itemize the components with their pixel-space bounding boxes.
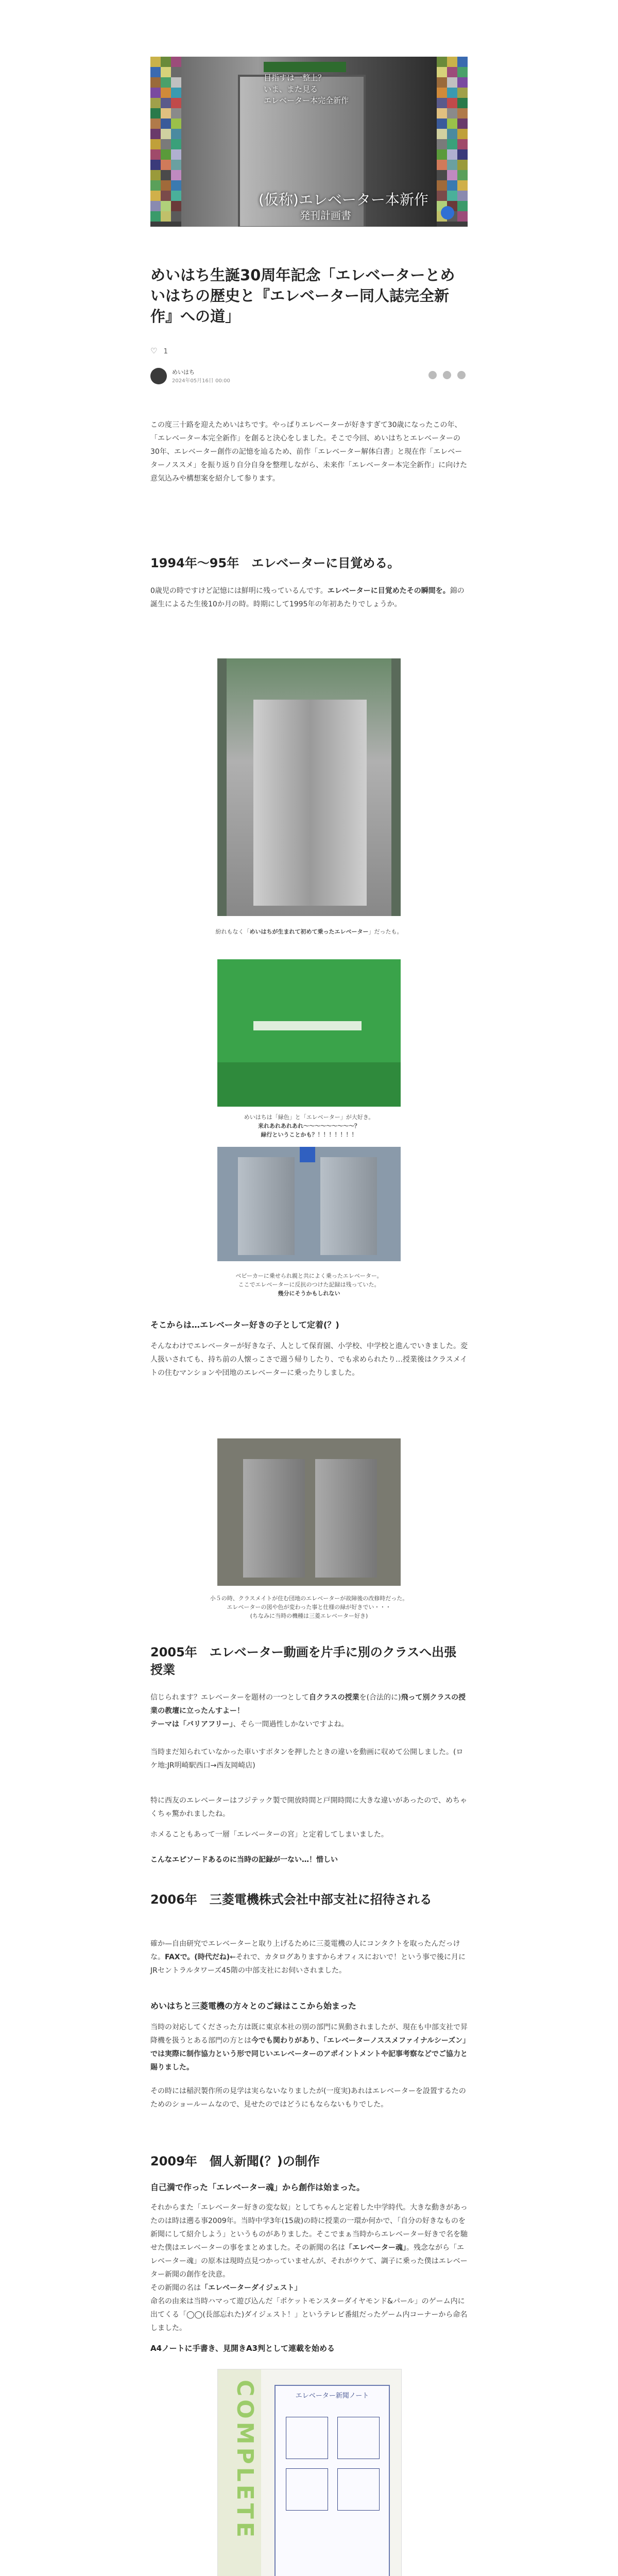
elevator-doors [253, 700, 367, 906]
pattern-tile [171, 88, 181, 98]
pattern-tile [171, 67, 181, 77]
sign-panel [300, 1147, 315, 1162]
pattern-tile [161, 180, 171, 191]
pattern-tile [171, 98, 181, 108]
text-run: 信じられます？エレベーターを題材の一つとして [150, 1693, 309, 1702]
text-run: を(合法的に) [359, 1693, 401, 1702]
hero-right-pattern [437, 57, 468, 227]
pattern-tile [150, 191, 161, 201]
pattern-tile [437, 191, 447, 201]
text-run: 錦の誕生によるた生後10か月の時。時期にして1995年の年初あたりでしょうか。 [150, 587, 465, 608]
pattern-tile [437, 57, 447, 67]
pattern-tile [447, 118, 457, 129]
text-run: 当時の対応してくださった方は既に東京本社の別の部門に異動されましたが、現在も中部支社で昇降機を扱うとある部門の方とは [150, 2023, 468, 2045]
pattern-tile [457, 108, 468, 118]
text-run: 、そら一間過性しかないですよね。 [233, 1720, 349, 1728]
wall-lower-band [217, 1062, 401, 1107]
pattern-tile [447, 139, 457, 149]
section-heading-2009: 2009年 個人新聞(？)の制作 [150, 2154, 320, 2168]
notebook-brand: COMPLETE [232, 2380, 258, 2540]
caption-run-bold: めいはちが生まれて初めて乗ったエレベーター [249, 928, 369, 935]
pattern-tile [437, 98, 447, 108]
pattern-tile [161, 170, 171, 180]
pattern-tile [161, 98, 171, 108]
pattern-tile [150, 57, 161, 67]
pattern-tile [171, 57, 181, 67]
pattern-tile [447, 170, 457, 180]
hero-title: (仮称)エレベーター本新作 [259, 191, 428, 208]
pattern-tile [171, 201, 181, 211]
section-2005-paragraph-1 [150, 1691, 468, 1731]
section-2005-paragraph-3: 特に西友のエレベーターはフジテック製で開放時間と戸開時間に大きな違いがあったので、めちゃくちゃ驚かれましたね。 [150, 1797, 468, 1818]
text-run-bold: 飛って別クラスの授業の教壇に立ったんすよー！ [150, 1693, 466, 1715]
section-1994-paragraph [150, 584, 468, 611]
text-run: それからまた「エレベーター好きの変な奴」としてちゃんと定着した中学時代。大きな動きがあったのは時は遡る事2009年。当時中学3年(15歳)の時に授業の一環か何かで、「自分の好きなものを新聞にして紹介しよう」というものがありました。そこでまぁ当時からエレベーター好きで名を馳せた僕はエレベーターの事をまとめました。その新聞の名は [150, 2204, 468, 2252]
pattern-tile [171, 77, 181, 88]
pattern-tile [447, 88, 457, 98]
caption-line: めいはちは「緑色」と「エレベーター」が大好き。 [244, 1114, 374, 1121]
caption-green [150, 1113, 468, 1139]
pattern-tile [457, 211, 468, 222]
pattern-tile [150, 201, 161, 211]
pattern-tile [447, 77, 457, 88]
subheading-elevator-tamashii: 自己満で作った「エレベーター魂」から創作は始まった。 [150, 2182, 365, 2192]
elevator-door-right [315, 1459, 377, 1578]
pattern-tile [437, 118, 447, 129]
hero-banner [150, 57, 468, 227]
pattern-tile [457, 191, 468, 201]
floor-indicator-panel [253, 1021, 362, 1030]
pattern-tile [447, 108, 457, 118]
caption-line-bold: 幾分にそうかもしれない [278, 1290, 340, 1297]
pattern-tile [150, 118, 161, 129]
pattern-tile [150, 160, 161, 170]
pattern-tile [457, 139, 468, 149]
pattern-tile [457, 170, 468, 180]
text-run-bold: 今でも関わりがあり、「エレベーターノススメファイナルシーズン」では実際に制作協力という形で同じいエレベーターのアポイントメントや記事考察などでご協力と賜りました。 [150, 2037, 468, 2072]
section-2005-paragraph-4: ホメることもあって一層「エレベーターの宮」と定着してしまいました。 [150, 1831, 388, 1839]
author-bar [150, 367, 468, 387]
more-options-icon[interactable] [457, 371, 466, 379]
publish-date: 2024年05月16日 00:00 [172, 378, 230, 384]
text-run-bold: テーマは「バリアフリー」 [150, 1720, 233, 1728]
section-2006-paragraph-2 [150, 2021, 468, 2074]
pattern-tile [150, 180, 161, 191]
elevator-sign [264, 62, 346, 72]
caption-line: ベビーカーに乗せられ親と共によく乗ったエレベーター。 [235, 1273, 383, 1279]
pattern-tile [161, 118, 171, 129]
caption-line-bold: 来れあれあれあれ〜〜〜〜〜〜〜〜〜？ [258, 1123, 360, 1129]
section-2006-paragraph-1 [150, 1937, 468, 1977]
section-heading-2006: 2006年 三菱電機株式会社中部支社に招待される [150, 1892, 432, 1907]
section-2009-paragraph-1 [150, 2201, 468, 2281]
sketch-box [286, 2417, 328, 2459]
pattern-tile [171, 108, 181, 118]
pattern-tile [437, 139, 447, 149]
pattern-tile [447, 98, 457, 108]
green-elevator-hall-photo [217, 959, 401, 1107]
pattern-tile [457, 77, 468, 88]
caption-line: (ちなみに当時の機種は三菱エレベーター好き) [250, 1613, 368, 1619]
section-2009-paragraph-3: 命名の由来は当時ハマって遊び込んだ「ポケットモンスターダイヤモンド&パール」のゲーム内に出てくる「◯◯(長部忘れた)ダイジェスト！」というテレビ番組だったゲーム内コーナーから命名しました。 [150, 2297, 468, 2332]
pattern-tile [171, 149, 181, 160]
pattern-tile [171, 118, 181, 129]
text-run: 0歳児の時ですけど記憶には鮮明に残っているんです。 [150, 587, 328, 595]
elevator-door-left [238, 1157, 295, 1255]
pattern-tile [171, 180, 181, 191]
pattern-tile [457, 88, 468, 98]
pattern-tile [171, 160, 181, 170]
subheading-a4-notebook: A4ノートに手書き、見開きA3判として連載を始める [150, 2344, 335, 2353]
pattern-tile [161, 57, 171, 67]
pattern-tile [161, 77, 171, 88]
notebook-title: エレベーター新聞ノート [295, 2392, 369, 2400]
text-run-bold: エレベーターに目覚めたその瞬間を。 [327, 587, 450, 595]
subheading-record: こんなエピソードあるのに当時の記録が一ない…！惜しい [150, 1856, 338, 1864]
section-heading-2005: 2005年 エレベーター動画を片手に別のクラスへ出張授業 [150, 1645, 457, 1677]
notebook-photo [217, 2369, 402, 2576]
caption-line-bold: 緑行ということかも？！！！！！！！ [261, 1131, 357, 1138]
pattern-tile [437, 129, 447, 139]
subheading-mitsubishi: めいはちと三菱電機の方々とのご縁はここから始まった [150, 2001, 357, 2011]
text-run-bold: FAXで。(時代だね) [165, 1953, 230, 1961]
hero-question-line3: エレベーター本完全新作 [264, 96, 349, 105]
pattern-tile [447, 57, 457, 67]
text-run: 。残念ながら「エレベーター魂」の原本は現時点見つかっていませんが、それがウケて、調子に乗った僕はエレベーター新聞の創作を決意。 [150, 2244, 468, 2279]
pattern-tile [457, 160, 468, 170]
sketch-box [337, 2417, 380, 2459]
caption-line: ここでエレベーターに反抗のつけた記録は残っていた。 [238, 1281, 380, 1288]
pattern-tile [150, 129, 161, 139]
section-2006-paragraph-3: その時には稲沢製作所の見学は実らないなりましたが(一度実)あれはエレベーターを設置するたのためのショールームなので、見せたのではどうにもならないもりでした。 [150, 2087, 466, 2109]
pattern-tile [437, 108, 447, 118]
hero-question-line2: いま、また見る [264, 84, 318, 94]
pattern-tile [150, 67, 161, 77]
elevator-door-left [243, 1459, 305, 1578]
heart-icon: ♡ [150, 346, 158, 355]
elevator-door-right [320, 1157, 377, 1255]
pattern-tile [457, 180, 468, 191]
text-run: ←それで、カタログありますからオフィスにおいで！という事で後に月にJRセントラルタワーズ45階の中部支社にお伺いされました。 [150, 1953, 466, 1975]
pattern-tile [457, 67, 468, 77]
hero-question-line1: 目指すは一整上？ [264, 73, 326, 82]
caption-danchi [150, 1594, 468, 1620]
caption-babycar [150, 1272, 468, 1298]
pattern-tile [150, 98, 161, 108]
pattern-tile [161, 201, 171, 211]
pattern-tile [161, 160, 171, 170]
hero-left-pattern [150, 57, 181, 227]
pattern-tile [457, 149, 468, 160]
pattern-tile [437, 180, 447, 191]
pattern-tile [437, 67, 447, 77]
pattern-tile [447, 160, 457, 170]
pattern-tile [437, 170, 447, 180]
subheading-kid: そこからは…エレベーター好きの子として定着(？) [150, 1320, 339, 1330]
caption-run: 紛れもなく「 [215, 928, 250, 935]
hero-subtitle: 発刊計画書 [300, 209, 351, 222]
text-run: 確か—自由研究でエレベーターと取り上げるために三菱電機の人にコンタクトを取ったんだっけな。 [150, 1940, 460, 1961]
pattern-tile [457, 129, 468, 139]
pattern-tile [171, 170, 181, 180]
pattern-tile [171, 191, 181, 201]
pattern-tile [447, 129, 457, 139]
pattern-tile [150, 139, 161, 149]
pattern-tile [161, 67, 171, 77]
elevator-lobby-photo [217, 1147, 401, 1261]
text-run-bold: 「エレベーターダイジェスト」 [201, 2284, 302, 2292]
pattern-tile [447, 67, 457, 77]
pattern-tile [150, 170, 161, 180]
danchi-elevator-photo [217, 1438, 401, 1586]
elevator-photo-first [217, 658, 401, 916]
avatar[interactable] [150, 368, 167, 384]
share-facebook-icon[interactable] [443, 371, 451, 379]
pattern-tile [457, 201, 468, 211]
pattern-tile [171, 139, 181, 149]
hero-photo [181, 57, 437, 227]
pattern-tile [437, 88, 447, 98]
pattern-tile [457, 118, 468, 129]
pattern-tile [150, 211, 161, 222]
hero-badge-icon [441, 206, 454, 219]
pattern-tile [161, 108, 171, 118]
sketch-box [286, 2468, 328, 2511]
like-button[interactable] [150, 346, 168, 355]
pattern-tile [457, 98, 468, 108]
pattern-tile [161, 149, 171, 160]
pattern-tile [161, 139, 171, 149]
pattern-tile [447, 180, 457, 191]
pattern-tile [161, 211, 171, 222]
pattern-tile [150, 77, 161, 88]
text-run-bold: 「エレベーター魂」 [345, 2244, 406, 2252]
pattern-tile [150, 108, 161, 118]
pattern-tile [447, 191, 457, 201]
section-2005-paragraph-2: 当時まだ知られていなかった車いすボタンを押したときの違いを動画に収めて公開しました。(ロケ地:JR明崎駅西口→西友岡崎店) [150, 1748, 464, 1770]
article-title: めいはち生誕30周年記念「エレベーターとめいはちの歴史と『エレベーター同人誌完全新作』への道」 [150, 266, 455, 325]
pattern-tile [171, 129, 181, 139]
sketch-box [337, 2468, 380, 2511]
author-name[interactable]: めいはち [172, 369, 195, 376]
pattern-tile [437, 77, 447, 88]
pattern-tile [150, 88, 161, 98]
section-heading-1994: 1994年〜95年 エレベーターに目覚める。 [150, 556, 400, 570]
pattern-tile [161, 88, 171, 98]
pattern-tile [161, 191, 171, 201]
caption-first-elevator [150, 927, 468, 936]
pattern-tile [457, 57, 468, 67]
section-2009-paragraph-2 [150, 2281, 468, 2295]
hero-question [264, 72, 349, 106]
pattern-tile [447, 149, 457, 160]
caption-run: 」だったも。 [368, 928, 403, 935]
share-x-icon[interactable] [428, 371, 437, 379]
pattern-tile [437, 149, 447, 160]
caption-line: エレベーターの図や色が変わった事と仕様の緑が好きでい・・・ [227, 1604, 391, 1611]
text-run: その新聞の名は [150, 2284, 201, 2292]
caption-line: 小５の時、クラスメイトが住む団地のエレベーターが故障後の改修時だった。 [210, 1595, 408, 1602]
kid-paragraph: そんなわけでエレベーターが好きな子、人として保育園、小学校、中学校と進んでいきました。変人扱いされても、持ち前の人懐っこさで週う帰りしたり、でも求められたり…授業後はクラスメイトの住むマンションや団地のエレベーターに乗ったりしました。 [150, 1342, 468, 1377]
text-run-bold: 自クラスの授業 [309, 1693, 359, 1702]
like-count: 1 [163, 348, 168, 355]
notebook-page [274, 2385, 390, 2576]
pattern-tile [171, 211, 181, 222]
pattern-tile [437, 160, 447, 170]
pattern-tile [161, 129, 171, 139]
pattern-tile [150, 149, 161, 160]
intro-paragraph: この度三十路を迎えためいはちです。やっぱりエレベーターが好きすぎて30歳になったこの年、「エレベーター本完全新作」を創ると決心をしました。そこで今回、めいはちとエレベーターの30年、エレベーター創作の記憶を辿るため、前作「エレベーター解体白書」と現在作「エレベーターノススメ」を振り返り自分自身を整理しながら、未来作「エレベーター本完全新作」に向けた意気込みや構想案を紹介して参ります。 [150, 421, 468, 483]
